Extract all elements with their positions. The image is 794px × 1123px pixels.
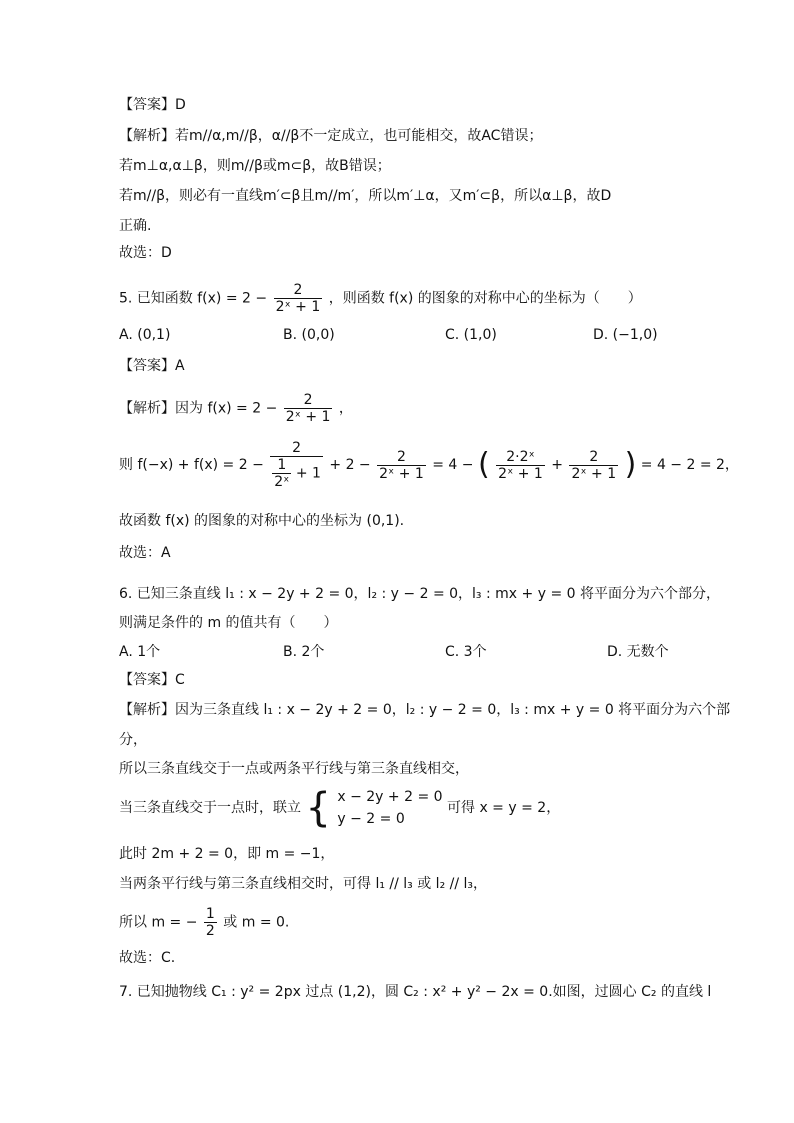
q5-calc-t1-inner-num: 1 (272, 457, 291, 474)
q6-stem-line-1: 6. 已知三条直线 l₁ : x − 2y + 2 = 0，l₂ : y − 2 = 0，l₃ : mx + y = 0 将平面分为六个部分， (119, 586, 720, 602)
q5-stem-frac-den: 2ˣ + 1 (275, 299, 321, 315)
q5-calc-term-3 (496, 449, 545, 482)
q5-option-c: C. (1,0) (445, 327, 497, 343)
q6-analysis-line-3: 所以三条直线交于一点或两条平行线与第三条直线相交， (119, 761, 469, 777)
q5-analysis-comma: ， (338, 400, 353, 417)
q6-option-c: C. 3个 (445, 644, 487, 660)
q5-option-d: D. (−1,0) (593, 327, 658, 343)
q6-analysis-7-num: 1 (205, 906, 215, 922)
q6-choose: 故选：C. (119, 950, 176, 966)
q6-analysis-line-4 (119, 786, 560, 830)
q6-analysis-7-fraction (204, 906, 217, 939)
q4-analysis-line-1: 【解析】若m//α,m//β，α//β不一定成立，也可能相交，故AC错误； (119, 128, 543, 144)
q6-analysis-7-pre: 所以 m = − (119, 914, 198, 931)
q4-analysis-line-2: 若m⊥α,α⊥β，则m//β或m⊂β，故B错误； (119, 158, 391, 174)
q6-option-a: A. 1个 (119, 644, 161, 660)
q5-calc-t1-inner (272, 457, 291, 490)
q6-system (337, 786, 442, 830)
q5-calc-line (119, 440, 739, 490)
q5-calc-t1-den (270, 457, 323, 490)
q5-option-a: A. (0,1) (119, 327, 171, 343)
q5-stem-fraction (274, 282, 323, 315)
q5-calc-t1-num: 2 (270, 440, 323, 457)
q5-calc-right-paren: ) (624, 447, 637, 482)
q5-choose: 故选：A (119, 545, 171, 561)
q5-calc-term-4 (569, 449, 618, 482)
q6-option-b: B. 2个 (283, 644, 325, 660)
q5-analysis-frac-den: 2ˣ + 1 (285, 409, 331, 425)
q5-calc-mid-3: = 4 − (432, 457, 474, 473)
q5-analysis-pre: 【解析】因为 f(x) = 2 − (119, 400, 278, 417)
q5-calc-t4-num: 2 (569, 449, 618, 466)
q5-option-b: B. (0,0) (283, 327, 335, 343)
q5-calc-t2-num: 2 (377, 449, 426, 466)
q5-stem-post: ，则函数 f(x) 的图象的对称中心的坐标为（ ） (328, 290, 642, 307)
q6-analysis-line-6: 当两条平行线与第三条直线相交时，可得 l₁ // l₃ 或 l₂ // l₃， (119, 876, 488, 892)
q5-calc-t1-inner-den: 2ˣ (274, 474, 290, 490)
q6-analysis-line-7 (119, 906, 289, 939)
q6-option-d: D. 无数个 (607, 644, 669, 660)
q6-analysis-line-2: 分， (119, 732, 147, 748)
q5-calc-t1-plus: + 1 (295, 465, 321, 482)
q5-calc-pre: 则 f(−x) + f(x) = 2 − (119, 457, 264, 473)
q5-calc-term-1 (270, 440, 323, 490)
q5-stem-pre: 5. 已知函数 f(x) = 2 − (119, 290, 268, 307)
q7-stem-line-1: 7. 已知抛物线 C₁ : y² = 2px 过点 (1,2)，圆 C₂ : x² + y² − 2x = 0.如图，过圆心 C₂ 的直线 l (119, 984, 712, 1000)
q4-choose: 故选：D (119, 245, 172, 261)
q5-stem (119, 282, 642, 315)
q6-answer: 【答案】C (119, 672, 185, 688)
q5-calc-t2-den: 2ˣ + 1 (379, 465, 424, 482)
q6-system-eq-1: x − 2y + 2 = 0 (337, 789, 443, 805)
q6-system-post: 可得 x = y = 2， (447, 800, 561, 816)
q5-calc-t3-den: 2ˣ + 1 (498, 465, 543, 482)
q6-stem-line-2: 则满足条件的 m 的值共有（ ） (119, 615, 338, 631)
q4-analysis-line-3: 若m//β，则必有一直线m′⊂β且m//m′，所以m′⊥α，又m′⊂β，所以α⊥β，故D (119, 188, 612, 204)
q5-calc-plus: + (551, 457, 564, 473)
q5-calc-term-2 (377, 449, 426, 482)
q5-answer: 【答案】A (119, 358, 185, 374)
q6-analysis-line-1: 【解析】因为三条直线 l₁ : x − 2y + 2 = 0，l₂ : y − 2 = 0，l₃ : mx + y = 0 将平面分为六个部 (119, 702, 731, 718)
q5-calc-t3-num: 2·2ˣ (496, 449, 545, 466)
q6-system-eq-2: y − 2 = 0 (337, 811, 405, 827)
q6-analysis-line-5: 此时 2m + 2 = 0，即 m = −1， (119, 846, 335, 862)
q5-analysis-frac-num: 2 (284, 392, 333, 409)
q5-analysis-fraction (284, 392, 333, 425)
q6-analysis-7-den: 2 (205, 923, 215, 939)
q4-answer: 【答案】D (119, 97, 186, 113)
q5-calc-left-paren: ( (477, 447, 490, 482)
q5-analysis-line-1 (119, 392, 353, 425)
q5-conclusion: 故函数 f(x) 的图象的对称中心的坐标为 (0,1). (119, 513, 405, 529)
q5-calc-t4-den: 2ˣ + 1 (571, 465, 617, 482)
q6-system-pre: 当三条直线交于一点时，联立 (119, 800, 301, 816)
q6-analysis-7-post: 或 m = 0. (223, 914, 290, 931)
q6-system-brace: { (305, 785, 331, 831)
q5-stem-frac-num: 2 (274, 282, 323, 299)
q4-analysis-line-4: 正确. (119, 218, 152, 234)
q5-calc-end: = 4 − 2 = 2， (640, 457, 739, 473)
q5-calc-mid-2: + 2 − (329, 457, 371, 473)
